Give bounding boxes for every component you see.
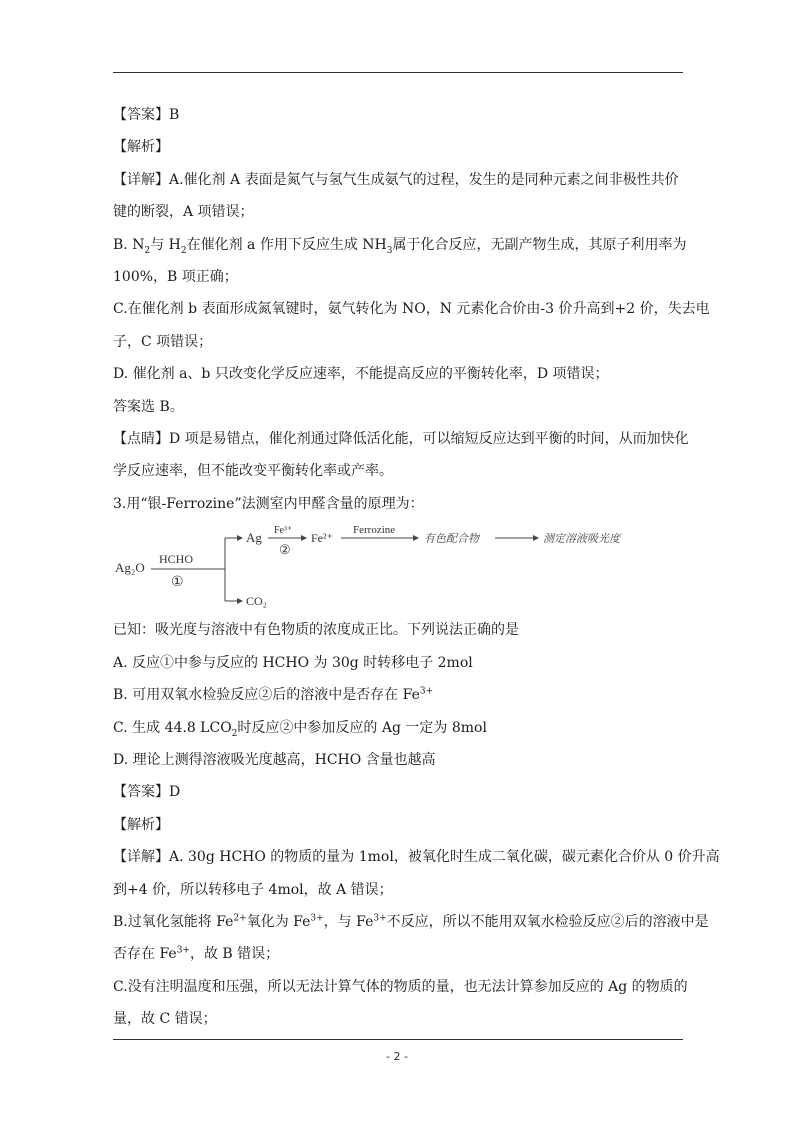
co2-label: CO₂ xyxy=(246,594,267,609)
fe2-label: Fe²⁺ xyxy=(311,531,333,546)
complex-label: 有色配合物 xyxy=(424,532,479,546)
header-rule xyxy=(113,72,683,73)
document-body xyxy=(113,99,720,1036)
analysis-label: 【解析】 xyxy=(113,139,169,156)
arrowhead xyxy=(237,598,243,604)
detail-line: 100%，B 项正确； xyxy=(113,269,238,286)
reaction-flow-svg xyxy=(113,524,683,608)
step2-label: ② xyxy=(279,542,291,558)
detail-line: B.过氧化氢能将 $Fe^{2+}$氧化为 $Fe^{3+}$，与 $Fe^{3+}$不反应，所以不能用双氧水检验反应②后的溶液中是 xyxy=(113,913,709,930)
product-ag-label: Ag xyxy=(246,530,262,546)
detail-line: 否存在 $Fe^{3+}$，故 B 错误； xyxy=(113,945,280,963)
arrowhead xyxy=(413,535,419,541)
answer-choice: 答案选 B。 xyxy=(113,398,184,415)
detail-line: 到+4 价，所以转移电子 4mol，故 A 错误； xyxy=(113,881,393,898)
detail-line: C.没有注明温度和压强，所以无法计算气体的物质的量，也无法计算参加反应的 Ag 的物质的 xyxy=(113,978,688,995)
arrowhead xyxy=(301,535,307,541)
detail-line: 量，故 C 错误； xyxy=(113,1011,217,1028)
option-b: B. 可用双氧水检验反应②后的溶液中是否存在 $Fe^{3+}$ xyxy=(113,686,434,704)
option-d-explanation: D. 催化剂 a、b 只改变化学反应速率，不能提高反应的平衡转化率，D 项错误； xyxy=(113,366,609,383)
arrowhead xyxy=(533,535,539,541)
detail-line: 【详解】A. 30g HCHO 的物质的量为 1mol，被氧化时生成二氧化碳，碳元素化合价从 0 价升高 xyxy=(113,849,720,866)
detail-line: 子，C 项错误； xyxy=(113,333,213,350)
question-3-stem: 3.用“银-Ferrozine”法测室内甲醛含量的原理为： xyxy=(113,495,424,512)
reagent3-label: Ferrozine xyxy=(353,524,396,537)
answer-label: 【答案】B xyxy=(113,107,180,123)
option-c-explanation: C.在催化剂 b 表面形成氮氧键时，氨气转化为 NO，N 元素化合价由-3 价升高到+2 价，失去电 xyxy=(113,301,710,318)
key-point: 【点睛】D 项是易错点，催化剂通过降低活化能，可以缩短反应达到平衡的时间，从而加快化 xyxy=(113,431,689,448)
detail-line: 【详解】A.催化剂 A 表面是氮气与氢气生成氨气的过程，发生的是同种元素之间非极性共价 xyxy=(113,171,679,188)
step1-label: ① xyxy=(171,575,184,591)
key-point: 学反应速率，但不能改变平衡转化率或产率。 xyxy=(113,463,393,480)
detail-line: 键的断裂，A 项错误； xyxy=(113,204,254,221)
answer-label: 【答案】D xyxy=(113,784,181,801)
reagent1-label: HCHO xyxy=(159,552,194,567)
measure-label: 测定溶液吸光度 xyxy=(543,532,620,546)
reactant-label: Ag₂O xyxy=(115,560,145,576)
analysis-label: 【解析】 xyxy=(113,816,169,833)
footer-rule xyxy=(113,1039,683,1040)
option-b-explanation: B. $N_2$与 $H_2$在催化剂 a 作用下反应生成 $NH_3$属于化合反应，无副产物生成，其原子利用率为 xyxy=(113,236,687,256)
page-number: - 2 - xyxy=(386,1050,408,1063)
option-d: D. 理论上测得溶液吸光度越高，HCHO 含量也越高 xyxy=(113,751,436,768)
arrowhead xyxy=(237,535,243,541)
given-info: 已知：吸光度与溶液中有色物质的浓度成正比。下列说法正确的是 xyxy=(113,622,519,639)
option-a: A. 反应①中参与反应的 HCHO 为 30g 时转移电子 2mol xyxy=(113,654,473,671)
reagent2-label: Fe³⁺ xyxy=(274,525,293,537)
reaction-diagram xyxy=(113,524,683,608)
option-c: C. 生成 44.8 $LCO_2$时反应②中参加反应的 Ag 一定为 8mol xyxy=(113,719,487,739)
